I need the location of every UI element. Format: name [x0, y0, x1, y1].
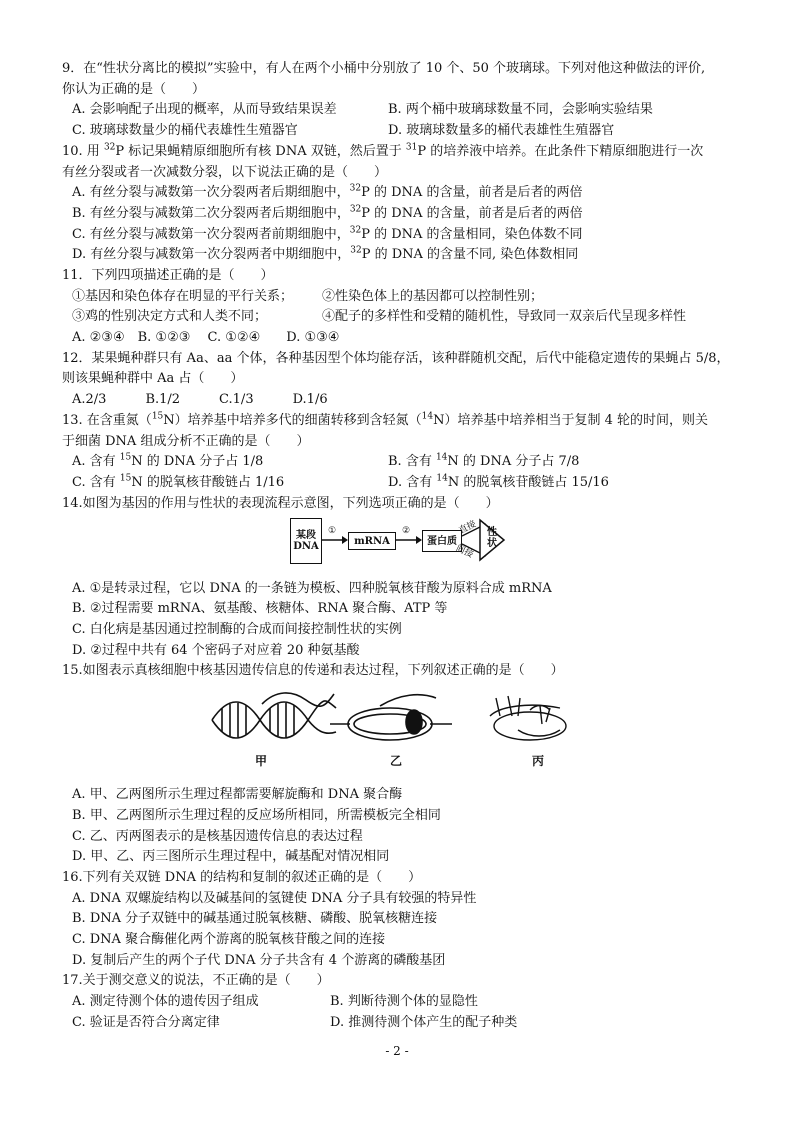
- gene-flow-diagram: [290, 518, 520, 568]
- q11-statement-4: ④配子的多样性和受精的随机性，导致同一双亲后代呈现多样性: [322, 309, 687, 324]
- q13-option-c: C. 含有 $^{15}$N 的脱氧核苷酸链占 1/16: [72, 473, 285, 490]
- figure-jia: [212, 693, 336, 738]
- q9-stem: 9．在“性状分离比的模拟”实验中，有人在两个小桶中分别放了 10 个、50 个玻璃球。下列对他这种做法的评价,: [62, 61, 706, 76]
- q12-stem-cont: 则该果蝇种群中 Aa 占（ ）: [62, 371, 244, 386]
- q12-options: A.2/3 B.1/2 C.1/3 D.1/6: [72, 392, 328, 407]
- q14-option-b: B. ②过程需要 mRNA、氨基酸、核糖体、RNA 聚合酶、ATP 等: [72, 601, 448, 616]
- step-2-label: ②: [402, 526, 411, 536]
- q13-option-a: A. 含有 $^{15}$N 的 DNA 分子占 1/8: [72, 452, 264, 469]
- q13-option-b: B. 含有 $^{14}$N 的 DNA 分子占 7/8: [388, 452, 580, 469]
- q9-option-d: D. 玻璃球数量多的桶代表雄性生殖器官: [388, 123, 615, 138]
- q16-stem: 16.下列有关双链 DNA 的结构和复制的叙述正确的是（ ）: [62, 870, 422, 885]
- q9-stem-cont: 你认为正确的是（ ）: [62, 82, 206, 97]
- q11-options: A. ②③④ B. ①②③ C. ①②④ D. ①③④: [72, 330, 340, 345]
- trait-label: 性状: [487, 527, 497, 549]
- q17-option-b: B. 判断待测个体的显隐性: [330, 994, 478, 1009]
- q11-statement-3: ③鸡的性别决定方式和人类不同；: [72, 309, 268, 324]
- q13-stem: 13. 在含重氮（$^{15}$N）培养基中培养多代的细菌转移到含轻氮（$^{14}$N）培养基中培养相当于复制 4 轮的时间，则关: [62, 411, 709, 428]
- q13-stem-cont: 于细菌 DNA 组成分析不正确的是（ ）: [62, 434, 310, 449]
- q10-option-c: C. 有丝分裂与减数第一次分裂两者前期细胞中，$^{32}$P 的 DNA 的含量相同，染色体数不同: [72, 225, 583, 242]
- q10-option-b: B. 有丝分裂与减数第二次分裂两者后期细胞中，$^{32}$P 的 DNA 的含量，前者是后者的两倍: [72, 204, 583, 221]
- figure-jia-caption: 甲: [255, 754, 268, 768]
- q11-statement-2: ②性染色体上的基因都可以控制性别；: [322, 289, 544, 304]
- indirect-label: 间接: [454, 543, 475, 561]
- q17-option-d: D. 推测待测个体产生的配子种类: [330, 1015, 518, 1030]
- q15-option-c: C. 乙、丙两图表示的是核基因遗传信息的表达过程: [72, 829, 363, 844]
- q11-stem: 11．下列四项描述正确的是（ ）: [62, 268, 274, 283]
- q15-option-a: A. 甲、乙两图所示生理过程都需要解旋酶和 DNA 聚合酶: [72, 787, 403, 802]
- q13-option-d: D. 含有 $^{14}$N 的脱氧核苷酸链占 15/16: [388, 473, 609, 490]
- protein-box: 蛋白质: [422, 530, 462, 552]
- q16-option-a: A. DNA 双螺旋结构以及碱基间的氢键使 DNA 分子具有较强的特异性: [72, 891, 477, 906]
- q9-option-a: A. 会影响配子出现的概率，从而导致结果误差: [72, 102, 337, 117]
- q12-stem: 12．某果蝇种群只有 Aa、aa 个体，各种基因型个体均能存活，该种群随机交配，后代中能稳定遗传的果蝇占 5/8，: [62, 351, 730, 366]
- q16-option-d: D. 复制后产生的两个子代 DNA 分子共含有 4 个游离的磷酸基团: [72, 953, 446, 968]
- figure-bing: [490, 696, 566, 740]
- q17-option-c: C. 验证是否符合分离定律: [72, 1015, 220, 1030]
- q10-option-d: D. 有丝分裂与减数第一次分裂两者中期细胞中，$^{32}$P 的 DNA 的含量不同, 染色体数相同: [72, 245, 579, 262]
- q14-option-c: C. 白化病是基因通过控制酶的合成而间接控制性状的实例: [72, 622, 402, 637]
- q10-option-a: A. 有丝分裂与减数第一次分裂两者后期细胞中，$^{32}$P 的 DNA 的含量，前者是后者的两倍: [72, 183, 583, 200]
- q10-stem: 10. 用 $^{32}$P 标记果蝇精原细胞所有核 DNA 双链，然后置于 $^{31}$P 的培养液中培养。在此条件下精原细胞进行一次: [62, 142, 704, 159]
- q16-option-c: C. DNA 聚合酶催化两个游离的脱氧核苷酸之间的连接: [72, 932, 386, 947]
- q9-option-c: C. 玻璃球数量少的桶代表雄性生殖器官: [72, 123, 298, 138]
- q15-option-d: D. 甲、乙、丙三图所示生理过程中，碱基配对情况相同: [72, 849, 390, 864]
- q14-option-d: D. ②过程中共有 64 个密码子对应着 20 种氨基酸: [72, 643, 360, 658]
- q10-stem-cont: 有丝分裂或者一次减数分裂，以下说法正确的是（ ）: [62, 165, 388, 180]
- q14-option-a: A. ①是转录过程，它以 DNA 的一条链为模板、四种脱氧核苷酸为原料合成 mRNA: [72, 581, 552, 596]
- expression-figures: [200, 686, 610, 756]
- q14-stem: 14.如图为基因的作用与性状的表现流程示意图，下列选项正确的是（ ）: [62, 496, 499, 511]
- dna-box: 某段DNA: [290, 518, 322, 564]
- q15-option-b: B. 甲、乙两图所示生理过程的反应场所相同，所需模板完全相同: [72, 808, 441, 823]
- q9-option-b: B. 两个桶中玻璃球数量不同，会影响实验结果: [388, 102, 653, 117]
- q17-option-a: A. 测定待测个体的遗传因子组成: [72, 994, 259, 1009]
- figure-yi: [330, 695, 452, 740]
- figure-yi-caption: 乙: [390, 754, 403, 768]
- q11-statement-1: ①基因和染色体存在明显的平行关系；: [72, 289, 294, 304]
- q16-option-b: B. DNA 分子双链中的碱基通过脱氧核糖、磷酸、脱氧核糖连接: [72, 911, 438, 926]
- direct-label: 直接: [457, 519, 478, 537]
- step-1-label: ①: [328, 526, 337, 536]
- page-number: - 2 -: [385, 1044, 409, 1058]
- figure-bing-caption: 丙: [532, 754, 545, 768]
- q17-stem: 17.关于测交意义的说法，不正确的是（ ）: [62, 973, 330, 988]
- mrna-box: mRNA: [348, 532, 396, 550]
- q15-stem: 15.如图表示真核细胞中核基因遗传信息的传递和表达过程，下列叙述正确的是（ ）: [62, 663, 564, 678]
